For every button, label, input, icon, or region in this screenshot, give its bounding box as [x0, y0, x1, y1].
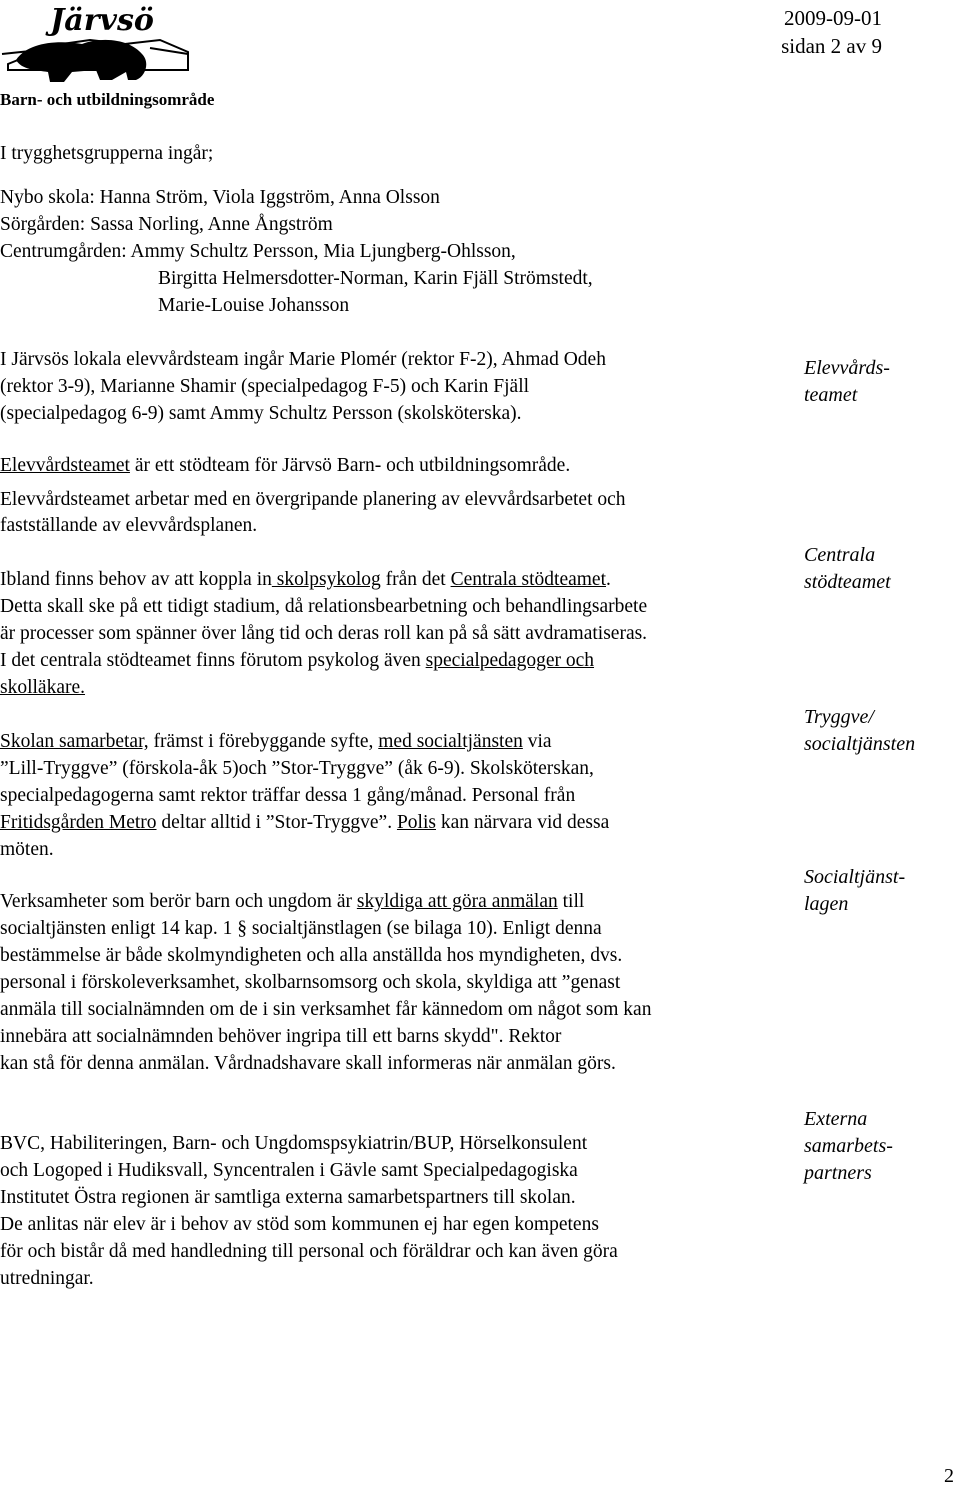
sidebar-note-line: socialtjänsten: [804, 733, 916, 755]
tryggve-line: [0, 728, 552, 755]
fritidsgarden-link[interactable]: Fritidsgården Metro: [0, 812, 157, 833]
sidebar-note-line: samarbets-: [804, 1135, 893, 1157]
elevvard-team-line: I Järvsös lokala elevvårdsteam ingår Marie Plomér (rektor F-2), Ahmad Odeh: [0, 349, 606, 370]
socialtjanst-line: kan stå för denna anmälan. Vårdnadshavare skall informeras när anmälan görs.: [0, 1053, 616, 1074]
tryggve-line: [0, 809, 609, 836]
text-span: via: [522, 731, 552, 752]
externa-line: för och bistår då med handledning till personal och föräldrar och kan även göra: [0, 1241, 618, 1262]
centrala-line: är processer som spänner över lång tid och deras roll kan på så sätt avdramatiseras.: [0, 623, 648, 644]
text-span: Ibland finns behov av att koppla in: [0, 569, 272, 590]
polis-link[interactable]: Polis: [396, 812, 436, 833]
tryggve-line: specialpedagogerna samt rektor träffar dessa 1 gång/månad. Personal från: [0, 785, 576, 806]
sidebar-note-line: Centrala: [804, 544, 876, 566]
text-span: Verksamheter som berör barn och ungdom är: [0, 891, 357, 912]
sidebar-note-externa: [804, 1106, 893, 1187]
text-span: främst i förebyggande syfte,: [148, 731, 379, 752]
sidebar-note-socialtjanst: [804, 864, 905, 918]
group-centrum-cont: Birgitta Helmersdotter-Norman, Karin Fjäll Strömstedt,: [158, 268, 593, 289]
externa-line: De anlitas när elev är i behov av stöd som kommunen ej har egen kompetens: [0, 1214, 599, 1235]
sidebar-note-line: teamet: [804, 384, 858, 406]
elevvard-desc-line: fastställande av elevvårdsplanen.: [0, 515, 258, 536]
sidebar-note-line: stödteamet: [804, 571, 891, 593]
text-span: till: [557, 891, 585, 912]
elevvard-desc-line: [0, 452, 570, 479]
specialpedagoger-link[interactable]: specialpedagoger och: [425, 650, 595, 671]
group-nybo: Nybo skola: Hanna Ström, Viola Iggström, Anna Olsson: [0, 187, 440, 208]
sidebar-note-line: lagen: [804, 893, 849, 915]
footer-page-number: 2: [944, 1465, 954, 1487]
sidebar-note-tryggve: [804, 704, 915, 758]
centrala-line: [0, 647, 594, 674]
text-span: är ett stödteam för Järvsö Barn- och utbildningsområde.: [129, 455, 571, 476]
elevvard-team-line: (rektor 3-9), Marianne Shamir (specialpedagog F-5) och Karin Fjäll: [0, 376, 530, 397]
elevvardsteamet-link[interactable]: Elevvårdsteamet: [0, 455, 130, 476]
centrala-line: Detta skall ske på ett tidigt stadium, då relationsbearbetning och behandlingsarbete: [0, 596, 648, 617]
skolpsykolog-link[interactable]: skolpsykolog: [271, 569, 381, 590]
sidebar-note-line: partners: [804, 1162, 872, 1184]
externa-line: BVC, Habiliteringen, Barn- och Ungdomspsykiatrin/BUP, Hörselkonsulent: [0, 1133, 588, 1154]
tryggve-line: ”Lill-Tryggve” (förskola-åk 5)och ”Stor-Tryggve” (åk 6-9). Skolsköterskan,: [0, 758, 594, 779]
group-centrum: Centrumgården: Ammy Schultz Persson, Mia Ljungberg-Ohlsson,: [0, 241, 516, 262]
anmalningsplikt-link[interactable]: skyldiga att göra anmälan: [356, 891, 558, 912]
externa-line: och Logoped i Hudiksvall, Syncentralen i Gävle samt Specialpedagogiska: [0, 1160, 578, 1181]
socialtjanst-line: [0, 888, 584, 915]
elevvard-desc-line: Elevvårdsteamet arbetar med en övergripande planering av elevvårdsarbetet och: [0, 489, 626, 510]
sidebar-note-line: Externa: [804, 1108, 868, 1130]
centrala-line: [0, 674, 85, 701]
sidebar-note-elevvard: [804, 355, 890, 409]
text-span: kan närvara vid dessa: [435, 812, 610, 833]
intro-text: I trygghetsgrupperna ingår;: [0, 143, 214, 164]
sidebar-note-centrala: [804, 542, 891, 596]
group-centrum-cont: Marie-Louise Johansson: [158, 295, 350, 316]
sidebar-note-line: Tryggve/: [804, 706, 874, 728]
header-page-indicator: sidan 2 av 9: [781, 34, 882, 58]
text-span: från det: [380, 569, 451, 590]
centrala-line: [0, 566, 611, 593]
socialtjanst-line: socialtjänsten enligt 14 kap. 1 § socialtjänstlagen (se bilaga 10). Enligt denna: [0, 918, 602, 939]
socialtjanst-line: bestämmelse är både skolmyndigheten och alla anställda hos myndigheten, dvs.: [0, 945, 623, 966]
sidebar-note-line: Elevvårds-: [804, 357, 890, 379]
skolan-samarbetar-link[interactable]: Skolan samarbetar,: [0, 731, 149, 752]
sidebar-note-line: Socialtjänst-: [804, 866, 906, 888]
externa-line: Institutet Östra regionen är samtliga externa samarbetspartners till skolan.: [0, 1187, 576, 1208]
group-sorgarden: Sörgården: Sassa Norling, Anne Ångström: [0, 214, 333, 235]
text-span: I det centrala stödteamet finns förutom psykolog även: [0, 650, 426, 671]
org-unit-title: Barn- och utbildningsområde: [0, 90, 215, 109]
tryggve-line: möten.: [0, 839, 54, 860]
text-span: .: [606, 569, 611, 590]
socialtjansten-link[interactable]: med socialtjänsten: [378, 731, 523, 752]
socialtjanst-line: personal i förskoleverksamhet, skolbarnsomsorg och skola, skyldiga att ”genast: [0, 972, 621, 993]
externa-line: utredningar.: [0, 1268, 94, 1289]
logo-text: Järvsö: [50, 3, 154, 38]
socialtjanst-line: innebära att socialnämnden behöver ingripa till ett barns skydd". Rektor: [0, 1026, 562, 1047]
header-date: 2009-09-01: [784, 6, 882, 30]
centrala-stodteamet-link[interactable]: Centrala stödteamet: [450, 569, 606, 590]
text-span: deltar alltid i ”Stor-Tryggve”.: [156, 812, 397, 833]
skollakare-link[interactable]: skolläkare.: [0, 677, 86, 698]
elevvard-team-line: (specialpedagog 6-9) samt Ammy Schultz Persson (skolsköterska).: [0, 403, 522, 424]
socialtjanst-line: anmäla till socialnämnden om de i sin verksamhet får kännedom om något som kan: [0, 999, 652, 1020]
jarvso-logo-graphic: [0, 0, 190, 90]
jarvso-logo: [0, 0, 190, 90]
